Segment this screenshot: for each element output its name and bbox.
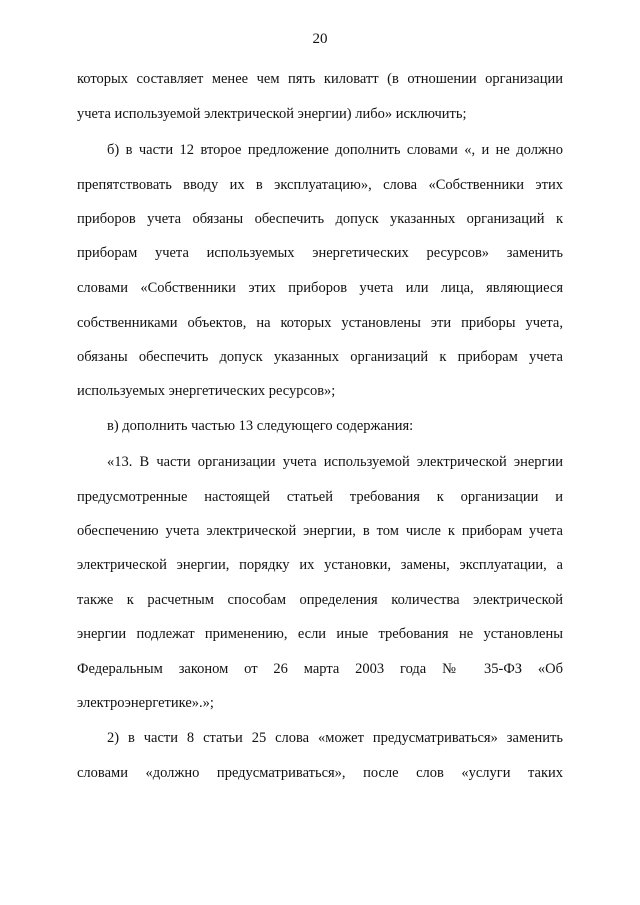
text-line: словами «должно предусматриваться», после слов «услуги таких [77, 765, 563, 781]
text-line: собственниками объектов, на которых установлены эти приборы учета, [77, 315, 563, 331]
text-line: учета используемой электрической энергии) либо» исключить; [77, 106, 467, 122]
text-line: приборов учета обязаны обеспечить допуск указанных организаций к [77, 211, 563, 227]
text-line: приборам учета используемых энергетических ресурсов» заменить [77, 245, 563, 261]
text-line: словами «Собственники этих приборов учета или лица, являющиеся [77, 280, 563, 296]
text-line: 2) в части 8 статьи 25 слова «может предусматриваться» заменить [107, 730, 563, 746]
text-line: энергии подлежат применению, если иные требования не установлены [77, 626, 563, 642]
text-line: используемых энергетических ресурсов»; [77, 383, 336, 399]
text-line: предусмотренные настоящей статьей требования к организации и [77, 489, 563, 505]
text-line: также к расчетным способам определения количества электрической [77, 592, 563, 608]
text-line: Федеральным законом от 26 марта 2003 года № 35-ФЗ «Об [77, 661, 563, 677]
text-line: обеспечению учета электрической энергии, в том числе к приборам учета [77, 523, 563, 539]
text-line: электрической энергии, порядку их установки, замены, эксплуатации, а [77, 557, 563, 573]
text-line: в) дополнить частью 13 следующего содержания: [107, 418, 414, 434]
text-line: «13. В части организации учета используемой электрической энергии [107, 454, 563, 470]
page-number: 20 [312, 31, 328, 47]
text-line: электроэнергетике».»; [77, 695, 214, 711]
text-line: обязаны обеспечить допуск указанных организаций к приборам учета [77, 349, 563, 365]
text-line: препятствовать вводу их в эксплуатацию», слова «Собственники этих [77, 177, 563, 193]
text-line: б) в части 12 второе предложение дополнить словами «, и не должно [107, 142, 563, 158]
text-line: которых составляет менее чем пять киловатт (в отношении организации [77, 71, 563, 87]
